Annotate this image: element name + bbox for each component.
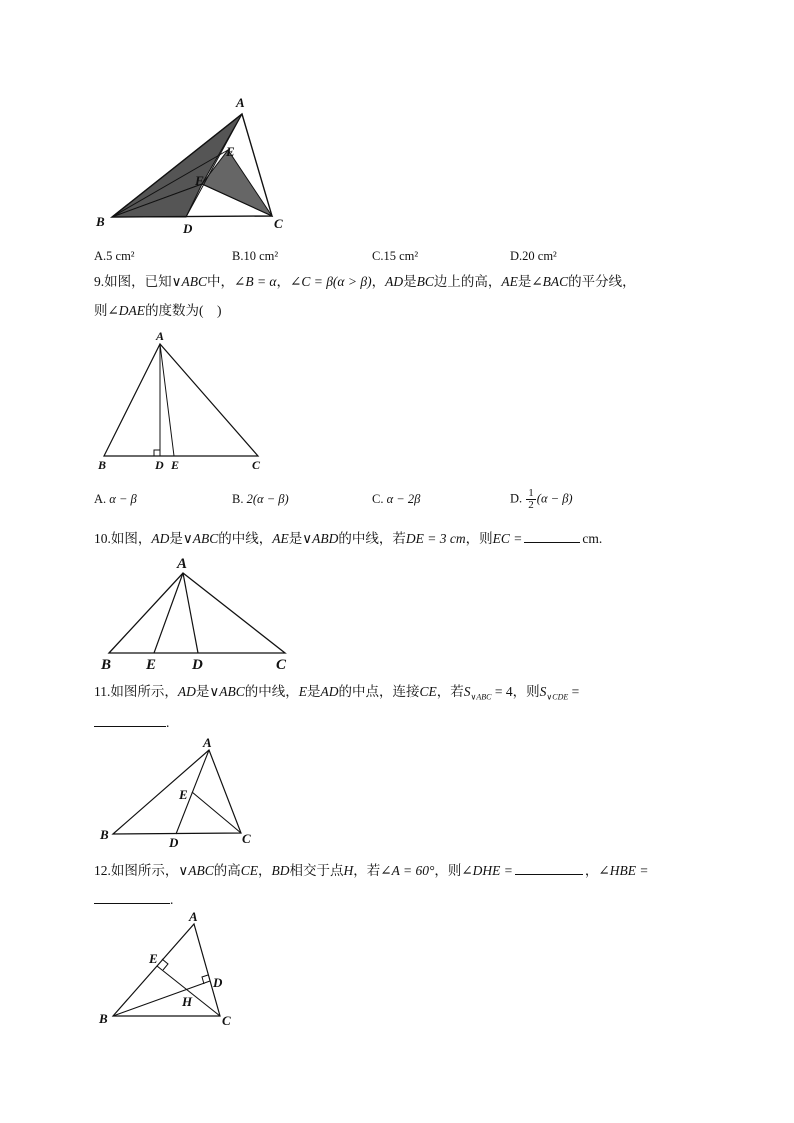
q12-label-c: C <box>222 1013 231 1028</box>
q9-option-d-fraction: $\frac{1}{2}$ <box>528 487 534 511</box>
q11-label-e: E <box>179 787 188 802</box>
q10-label-b: B <box>101 657 112 673</box>
q11-question: 11.如图所示，AD是∨ABC的中线，E是AD的中点，连接CE，若$S_{\vee ABC} = 4$，则$S_{\vee CDE}$ = <box>94 684 580 702</box>
q12-answer-line: . <box>94 889 173 909</box>
q12-altitude-bd <box>113 981 210 1016</box>
q12-label-b: B <box>99 1011 108 1026</box>
q9-option-c: C. α − 2β <box>372 492 421 506</box>
q12-label-h: H <box>182 994 193 1009</box>
q9-label-b: B <box>98 458 107 472</box>
q8-label-f: F <box>195 173 204 188</box>
q8-option-b: B.10 cm² <box>232 249 279 263</box>
q11-label-b: B <box>100 827 109 842</box>
q12-answer-blank-1[interactable] <box>515 860 583 875</box>
q11-answer-line: . <box>94 712 169 732</box>
q10-figure <box>95 552 305 677</box>
q8-option-d: D.20 cm² <box>510 249 557 263</box>
q11-label-d: D <box>169 835 179 850</box>
q12-figure <box>95 908 245 1028</box>
q12-label-d: D <box>213 975 223 990</box>
q9-figure <box>90 328 275 473</box>
q11-label-a: A <box>203 735 212 750</box>
q10-label-a: A <box>177 556 188 572</box>
q9-triangle-abc <box>104 344 258 456</box>
q12-right-angle-mark-e <box>162 959 168 970</box>
q8-label-e: E <box>226 144 235 159</box>
q12-answer-blank-2[interactable] <box>94 889 170 904</box>
q11-triangle-abc <box>113 750 241 834</box>
q11-answer-blank[interactable] <box>94 712 166 727</box>
q12-question: 12.如图所示，∨ABC的高CE，BD相交于点H，若∠A = 60°，则∠DHE = ，∠HBE = <box>94 860 648 880</box>
q8-option-c: C.15 cm² <box>372 249 419 263</box>
q10-median-ae <box>154 573 183 653</box>
q12-triangle-abc <box>113 924 220 1016</box>
q11-figure <box>95 733 265 851</box>
q10-question: 10.如图，AD是∨ABC的中线，AE是∨ABD的中线，若DE = 3 cm，则EC = cm. <box>94 528 602 548</box>
q8-label-c: C <box>274 216 283 231</box>
q8-option-a: A.5 cm² <box>94 249 135 263</box>
q8-label-d: D <box>183 221 193 236</box>
q9-label-c: C <box>252 458 261 472</box>
q9-question-line-1: 9.如图，已知∨ABC中，∠B = α，∠C = β(α > β)，AD是BC边上的高，AE是∠BAC的平分线， <box>94 274 636 289</box>
q10-triangle-abc <box>109 573 285 653</box>
q11-label-c: C <box>242 831 251 846</box>
q9-question-line-2: 则∠DAE的度数为( ) <box>94 303 222 318</box>
q9-option-a: A. α − β <box>94 492 137 506</box>
q9-label-e: E <box>171 458 180 472</box>
q10-median-ad <box>183 573 198 653</box>
q10-label-c: C <box>276 657 287 673</box>
q10-label-d: D <box>192 657 203 673</box>
q9-option-b: B. 2(α − β) <box>232 492 289 506</box>
q10-label-e: E <box>146 657 157 673</box>
q9-label-d: D <box>155 458 164 472</box>
q9-option-d: D. $\frac{1}{2}$ (α − β) <box>510 487 573 511</box>
q8-figure <box>90 92 300 237</box>
q9-label-a: A <box>156 329 165 343</box>
q9-bisector-ae <box>160 344 174 456</box>
q12-label-e: E <box>149 951 158 966</box>
q8-label-a: A <box>236 95 245 110</box>
q9-right-angle-mark <box>154 450 160 456</box>
q12-label-a: A <box>189 909 198 924</box>
q10-answer-blank[interactable] <box>524 528 580 543</box>
q8-label-b: B <box>96 214 105 229</box>
